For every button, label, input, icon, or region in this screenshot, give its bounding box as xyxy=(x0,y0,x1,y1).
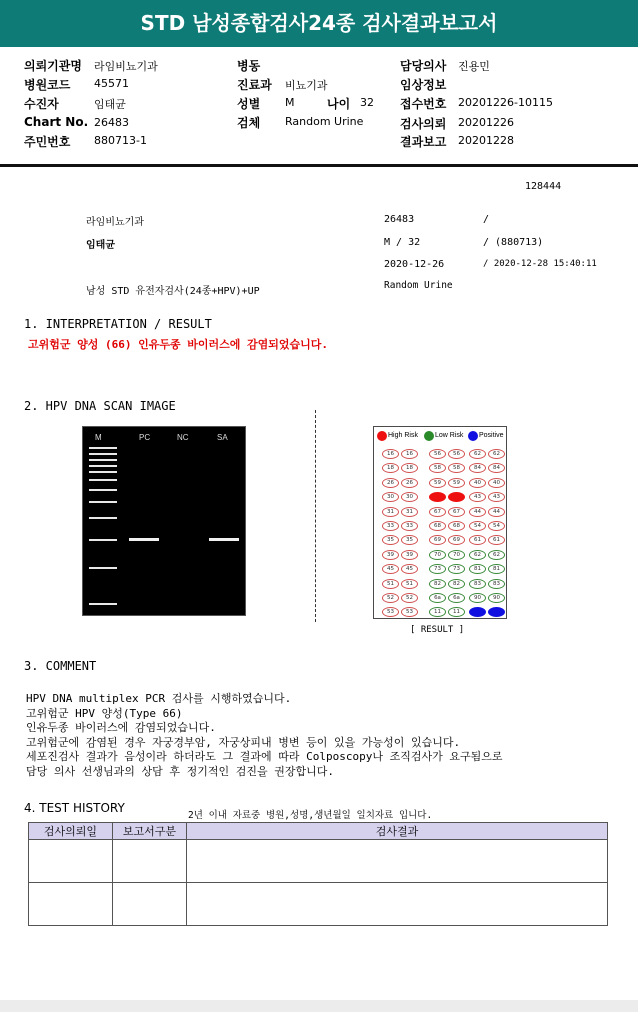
hpv-type-oval: 83 xyxy=(488,579,505,589)
hpv-type-oval: 82 xyxy=(448,579,465,589)
hpv-type-oval: 6a xyxy=(429,593,446,603)
info-slash: / xyxy=(483,214,490,225)
hpv-type-oval: 59 xyxy=(429,478,446,488)
hpv-type-oval: 84 xyxy=(488,463,505,473)
hpv-type-oval: 83 xyxy=(469,579,486,589)
hpv-type-oval: 39 xyxy=(401,550,418,560)
hpv-type-oval: 45 xyxy=(401,564,418,574)
hpv-type-oval: 90 xyxy=(488,593,505,603)
comment-line: HPV DNA multiplex PCR 검사를 시행하였습니다. xyxy=(26,692,292,705)
hpv-type-oval: 16 xyxy=(401,449,418,459)
section-hpv-scan-title: 2. HPV DNA SCAN IMAGE xyxy=(24,399,176,413)
hpv-type-oval: 67 xyxy=(429,507,446,517)
hpv-type-oval: 68 xyxy=(448,521,465,531)
hpv-type-oval: 40 xyxy=(469,478,486,488)
info-chart: 26483 xyxy=(384,214,415,225)
info-sex-age: M / 32 xyxy=(384,237,421,248)
header-value-specimen: Random Urine xyxy=(285,115,364,128)
hpv-type-oval: 70 xyxy=(448,550,465,560)
header-label-hospital: 의뢰기관명 xyxy=(24,59,82,73)
hpv-type-oval: 56 xyxy=(429,449,446,459)
table-cell xyxy=(187,840,608,883)
column-header-report-type: 보고서구분 xyxy=(113,823,187,840)
hpv-type-oval: 35 xyxy=(382,535,399,545)
hpv-type-oval: 31 xyxy=(382,507,399,517)
marker-band xyxy=(89,479,117,481)
hpv-type-oval: 16 xyxy=(382,449,399,459)
header-value-hospital-code: 45571 xyxy=(94,77,129,90)
marker-band xyxy=(89,471,117,473)
comment-line: 고위험군에 감염된 경우 자궁경부암, 자궁상피내 병변 등이 있을 가능성이 있습니다. xyxy=(26,735,461,749)
info-date-reported: / 2020-12-28 15:40:11 xyxy=(483,259,597,269)
header-value-age: 32 xyxy=(360,96,374,109)
hpv-type-oval: 66 xyxy=(448,492,465,502)
info-specimen: Random Urine xyxy=(384,280,453,291)
legend-low-risk: Low Risk xyxy=(435,432,464,439)
header-label-resident-no: 주민번호 xyxy=(24,135,71,149)
header-value-doctor: 진용민 xyxy=(458,60,490,73)
table-cell xyxy=(113,840,187,883)
hpv-type-oval: 62 xyxy=(469,449,486,459)
header-label-clinical-info: 임상정보 xyxy=(400,78,447,92)
hpv-type-oval: 62 xyxy=(488,550,505,560)
header-value-reported: 20201228 xyxy=(458,134,514,147)
hpv-type-oval: 26 xyxy=(401,478,418,488)
hpv-type-oval: 82 xyxy=(429,579,446,589)
header-label-requested: 검사의뢰 xyxy=(400,117,447,131)
table-header-row xyxy=(29,823,608,840)
marker-band xyxy=(89,603,117,605)
marker-ladder-bands xyxy=(89,447,117,605)
comment-line: 담당 의사 선생님과의 상담 후 정기적인 검진을 권장합니다. xyxy=(26,764,335,778)
hpv-type-oval: 58 xyxy=(448,463,465,473)
hpv-type-oval: 18 xyxy=(382,463,399,473)
panel-caption: [ RESULT ] xyxy=(410,625,465,635)
gel-lane-label-nc: NC xyxy=(177,433,189,442)
gel-lane-label-m: M xyxy=(95,433,102,442)
hpv-type-oval: 52 xyxy=(401,593,418,603)
section-interpretation-title: 1. INTERPRETATION / RESULT xyxy=(24,317,212,331)
hpv-type-oval: 67 xyxy=(448,507,465,517)
info-test-name: 남성 STD 유전자검사(24종+HPV)+UP xyxy=(86,286,260,297)
marker-band xyxy=(89,489,117,491)
hpv-type-oval: 45 xyxy=(382,564,399,574)
hpv-type-oval xyxy=(488,607,505,617)
marker-band xyxy=(89,447,117,449)
hpv-type-oval: 84 xyxy=(469,463,486,473)
header-value-sex: M xyxy=(285,96,295,109)
hpv-type-oval: 70 xyxy=(429,550,446,560)
marker-band xyxy=(89,453,117,455)
header-value-resident-no: 880713-1 xyxy=(94,134,147,147)
header-value-clinic: 비뇨기과 xyxy=(285,79,328,92)
gel-lane-label-pc: PC xyxy=(139,433,151,442)
comment-line: 고위험군 HPV 양성(Type 66) xyxy=(26,706,183,720)
hpv-type-oval xyxy=(469,607,486,617)
report-number: 128444 xyxy=(525,181,562,192)
hpv-type-oval: 6a xyxy=(448,593,465,603)
column-header-request-date: 검사의뢰일 xyxy=(29,823,113,840)
info-hospital: 라임비뇨기과 xyxy=(86,217,144,228)
hpv-type-oval: 33 xyxy=(382,521,399,531)
hpv-type-oval: 33 xyxy=(401,521,418,531)
info-patient: 임태균 xyxy=(86,240,115,251)
hpv-type-oval: 61 xyxy=(488,535,505,545)
hpv-scan-panel xyxy=(373,426,507,619)
interpretation-result: 고위험군 양성 (66) 인유두종 바이러스에 감염되었습니다. xyxy=(28,338,328,351)
marker-band xyxy=(89,567,117,569)
hpv-type-oval: 73 xyxy=(429,564,446,574)
legend-positive: Positive xyxy=(479,432,504,439)
sa-band xyxy=(209,538,239,541)
header-label-specimen: 검체 xyxy=(237,116,261,130)
hpv-type-oval: 61 xyxy=(469,535,486,545)
table-cell xyxy=(29,883,113,926)
test-history-note: 2년 이내 자료중 병원,성명,생년월일 일치자료 입니다. xyxy=(188,810,433,821)
hpv-type-oval: 39 xyxy=(382,550,399,560)
hpv-type-oval: 59 xyxy=(448,478,465,488)
hpv-type-oval: 53 xyxy=(401,607,418,617)
marker-band xyxy=(89,539,117,541)
gel-electrophoresis-image xyxy=(82,426,246,616)
header-label-receipt-no: 접수번호 xyxy=(400,97,447,111)
hpv-type-oval: 54 xyxy=(488,521,505,531)
header-label-ward: 병동 xyxy=(237,59,261,73)
comment-block xyxy=(26,692,502,780)
header-label-patient: 수진자 xyxy=(24,97,59,111)
table-cell xyxy=(29,840,113,883)
table-cell xyxy=(113,883,187,926)
hpv-type-oval: 11 xyxy=(448,607,465,617)
marker-band xyxy=(89,459,117,461)
hpv-type-oval: 62 xyxy=(469,550,486,560)
hpv-type-oval: 30 xyxy=(401,492,418,502)
header-label-reported: 결과보고 xyxy=(400,135,447,149)
gel-bands xyxy=(83,427,245,615)
table-cell xyxy=(187,883,608,926)
hpv-type-oval: 35 xyxy=(401,535,418,545)
hpv-type-oval: 31 xyxy=(401,507,418,517)
info-date-requested: 2020-12-26 xyxy=(384,259,445,270)
header-value-requested: 20201226 xyxy=(458,116,514,129)
hpv-type-oval: 53 xyxy=(382,607,399,617)
column-header-result: 검사결과 xyxy=(187,823,608,840)
header-label-age: 나이 xyxy=(327,97,351,111)
header-value-hospital: 라임비뇨기과 xyxy=(94,60,158,73)
hpv-type-oval: 81 xyxy=(469,564,486,574)
table-row xyxy=(29,840,608,883)
hpv-type-oval: 51 xyxy=(401,579,418,589)
header-value-receipt-no: 20201226-10115 xyxy=(458,96,553,109)
hpv-type-oval: 11 xyxy=(429,607,446,617)
hpv-type-oval: 44 xyxy=(488,507,505,517)
header-label-sex: 성별 xyxy=(237,97,261,111)
hpv-type-oval: 58 xyxy=(429,463,446,473)
hpv-type-oval: 54 xyxy=(469,521,486,531)
section-comment-title: 3. COMMENT xyxy=(24,659,97,673)
header-label-chart-no: Chart No. xyxy=(24,115,89,129)
marker-band xyxy=(89,517,117,519)
hpv-type-oval: 81 xyxy=(488,564,505,574)
header-value-patient: 임태균 xyxy=(94,98,126,111)
header-divider xyxy=(0,164,638,167)
hpv-type-oval: 44 xyxy=(469,507,486,517)
section-test-history-title: 4. TEST HISTORY xyxy=(24,801,125,815)
hpv-type-oval: 26 xyxy=(382,478,399,488)
hpv-type-oval: 40 xyxy=(488,478,505,488)
low-risk-legend-dot xyxy=(424,431,434,441)
comment-line: 인유두종 바이러스에 감염되었습니다. xyxy=(26,721,216,735)
legend-high-risk: High Risk xyxy=(388,432,418,439)
info-birth: / (880713) xyxy=(483,237,544,248)
hpv-type-oval: 73 xyxy=(448,564,465,574)
hpv-type-oval: 90 xyxy=(469,593,486,603)
gel-lane-label-sa: SA xyxy=(217,433,228,442)
marker-band xyxy=(89,465,117,467)
marker-band xyxy=(89,501,117,503)
hpv-type-oval: 52 xyxy=(382,593,399,603)
hpv-type-oval: 66 xyxy=(429,492,446,502)
hpv-type-oval: 69 xyxy=(429,535,446,545)
hpv-type-oval: 51 xyxy=(382,579,399,589)
header-label-doctor: 담당의사 xyxy=(400,59,447,73)
positive-legend-dot xyxy=(468,431,478,441)
hpv-type-oval: 68 xyxy=(429,521,446,531)
hpv-type-oval: 69 xyxy=(448,535,465,545)
header-value-chart-no: 26483 xyxy=(94,116,129,129)
hpv-type-oval: 43 xyxy=(469,492,486,502)
hpv-type-oval: 62 xyxy=(488,449,505,459)
pc-band xyxy=(129,538,159,541)
comment-line: 세포진검사 결과가 음성이라 하더라도 그 결과에 따라 Colposcopy나 조직검사가 요구됨으로 xyxy=(26,750,503,764)
hpv-type-oval: 18 xyxy=(401,463,418,473)
header-label-hospital-code: 병원코드 xyxy=(24,78,71,92)
header-label-clinic: 진료과 xyxy=(237,78,272,92)
hpv-type-oval: 43 xyxy=(488,492,505,502)
hpv-type-oval: 30 xyxy=(382,492,399,502)
hpv-type-oval: 56 xyxy=(448,449,465,459)
dashed-divider xyxy=(315,410,316,622)
report-title: STD 남성종합검사24종 검사결과보고서 xyxy=(0,0,638,47)
page-bottom-bar xyxy=(0,1000,638,1012)
test-history-table xyxy=(28,822,608,926)
table-row xyxy=(29,883,608,926)
high-risk-legend-dot xyxy=(377,431,387,441)
